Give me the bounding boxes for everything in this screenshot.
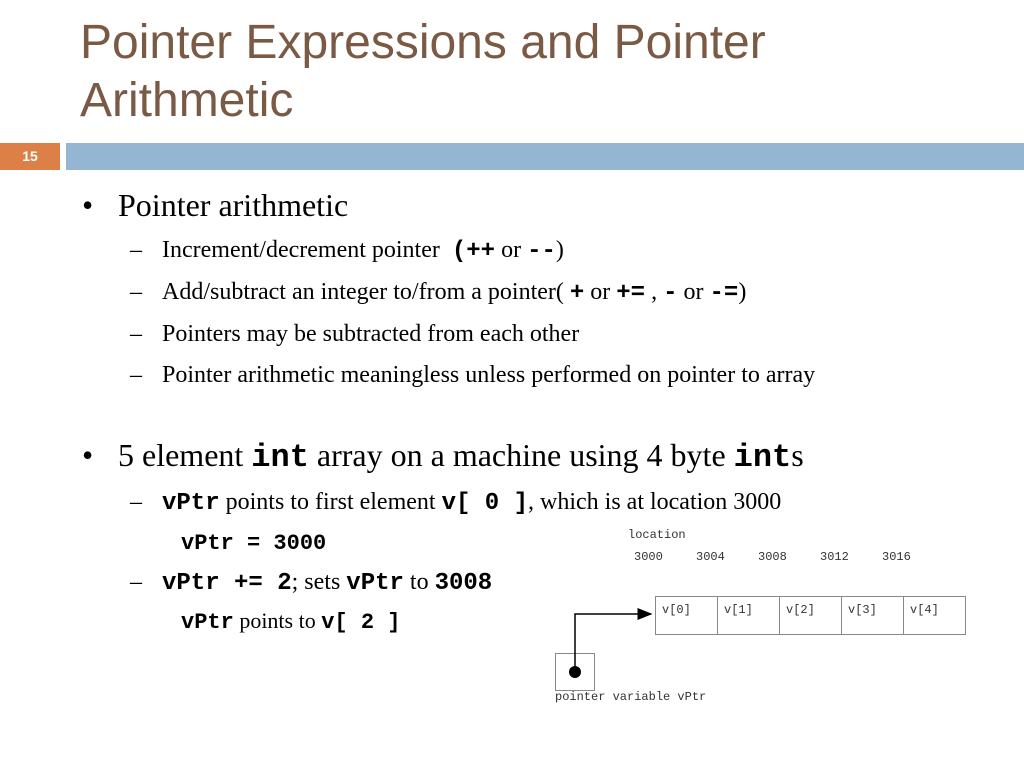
sub-bullet-add-subtract: – Add/subtract an integer to/from a pointer( + or += , - or -=) <box>130 276 746 310</box>
dash-icon: – <box>130 321 142 347</box>
pointer-variable-label: pointer variable vPtr <box>555 690 707 704</box>
address-label: 3000 <box>634 550 663 564</box>
array-cell: v[2] <box>780 597 842 634</box>
bullet-icon: • <box>82 187 94 223</box>
bullet-int-array: • 5 element int array on a machine using 4 byte ints <box>82 437 804 476</box>
dash-icon: – <box>130 362 142 388</box>
array-cell: v[0] <box>656 597 718 634</box>
sub-bullet-vptr-points: – vPtr points to first element v[ 0 ], which is at location 3000 <box>130 486 781 520</box>
sub-bullet-subtracted: – Pointers may be subtracted from each other <box>130 318 579 350</box>
bullet-pointer-arithmetic: • Pointer arithmetic <box>82 187 349 223</box>
dash-icon: – <box>130 237 142 263</box>
code-line-vptr-3000: vPtr = 3000 <box>181 531 327 556</box>
array-cell: v[1] <box>718 597 780 634</box>
pointer-variable-box <box>555 653 595 691</box>
sub-bullet-vptr-plus-equals: – vPtr += 2; sets vPtr to 3008 <box>130 566 492 600</box>
address-label: 3012 <box>820 550 849 564</box>
title-bar-decoration <box>66 143 1024 170</box>
address-label: 3008 <box>758 550 787 564</box>
dash-icon: – <box>130 489 142 515</box>
sub-bullet-meaningless: – Pointer arithmetic meaningless unless performed on pointer to array <box>130 359 982 391</box>
bullet-icon: • <box>82 437 94 473</box>
address-label: 3004 <box>696 550 725 564</box>
sub-bullet-increment: – Increment/decrement pointer (++ or --) <box>130 234 564 268</box>
array-cell: v[3] <box>842 597 904 634</box>
array-cell: v[4] <box>910 603 939 617</box>
dash-icon: – <box>130 569 142 595</box>
array-cells <box>655 596 966 635</box>
slide-title: Pointer Expressions and Pointer Arithmetic <box>80 16 766 127</box>
code-line-vptr-points-to: vPtr points to v[ 2 ] <box>181 608 401 635</box>
location-label: location <box>628 528 686 542</box>
address-label: 3016 <box>882 550 911 564</box>
slide-number: 15 <box>0 143 60 170</box>
dash-icon: – <box>130 279 142 305</box>
